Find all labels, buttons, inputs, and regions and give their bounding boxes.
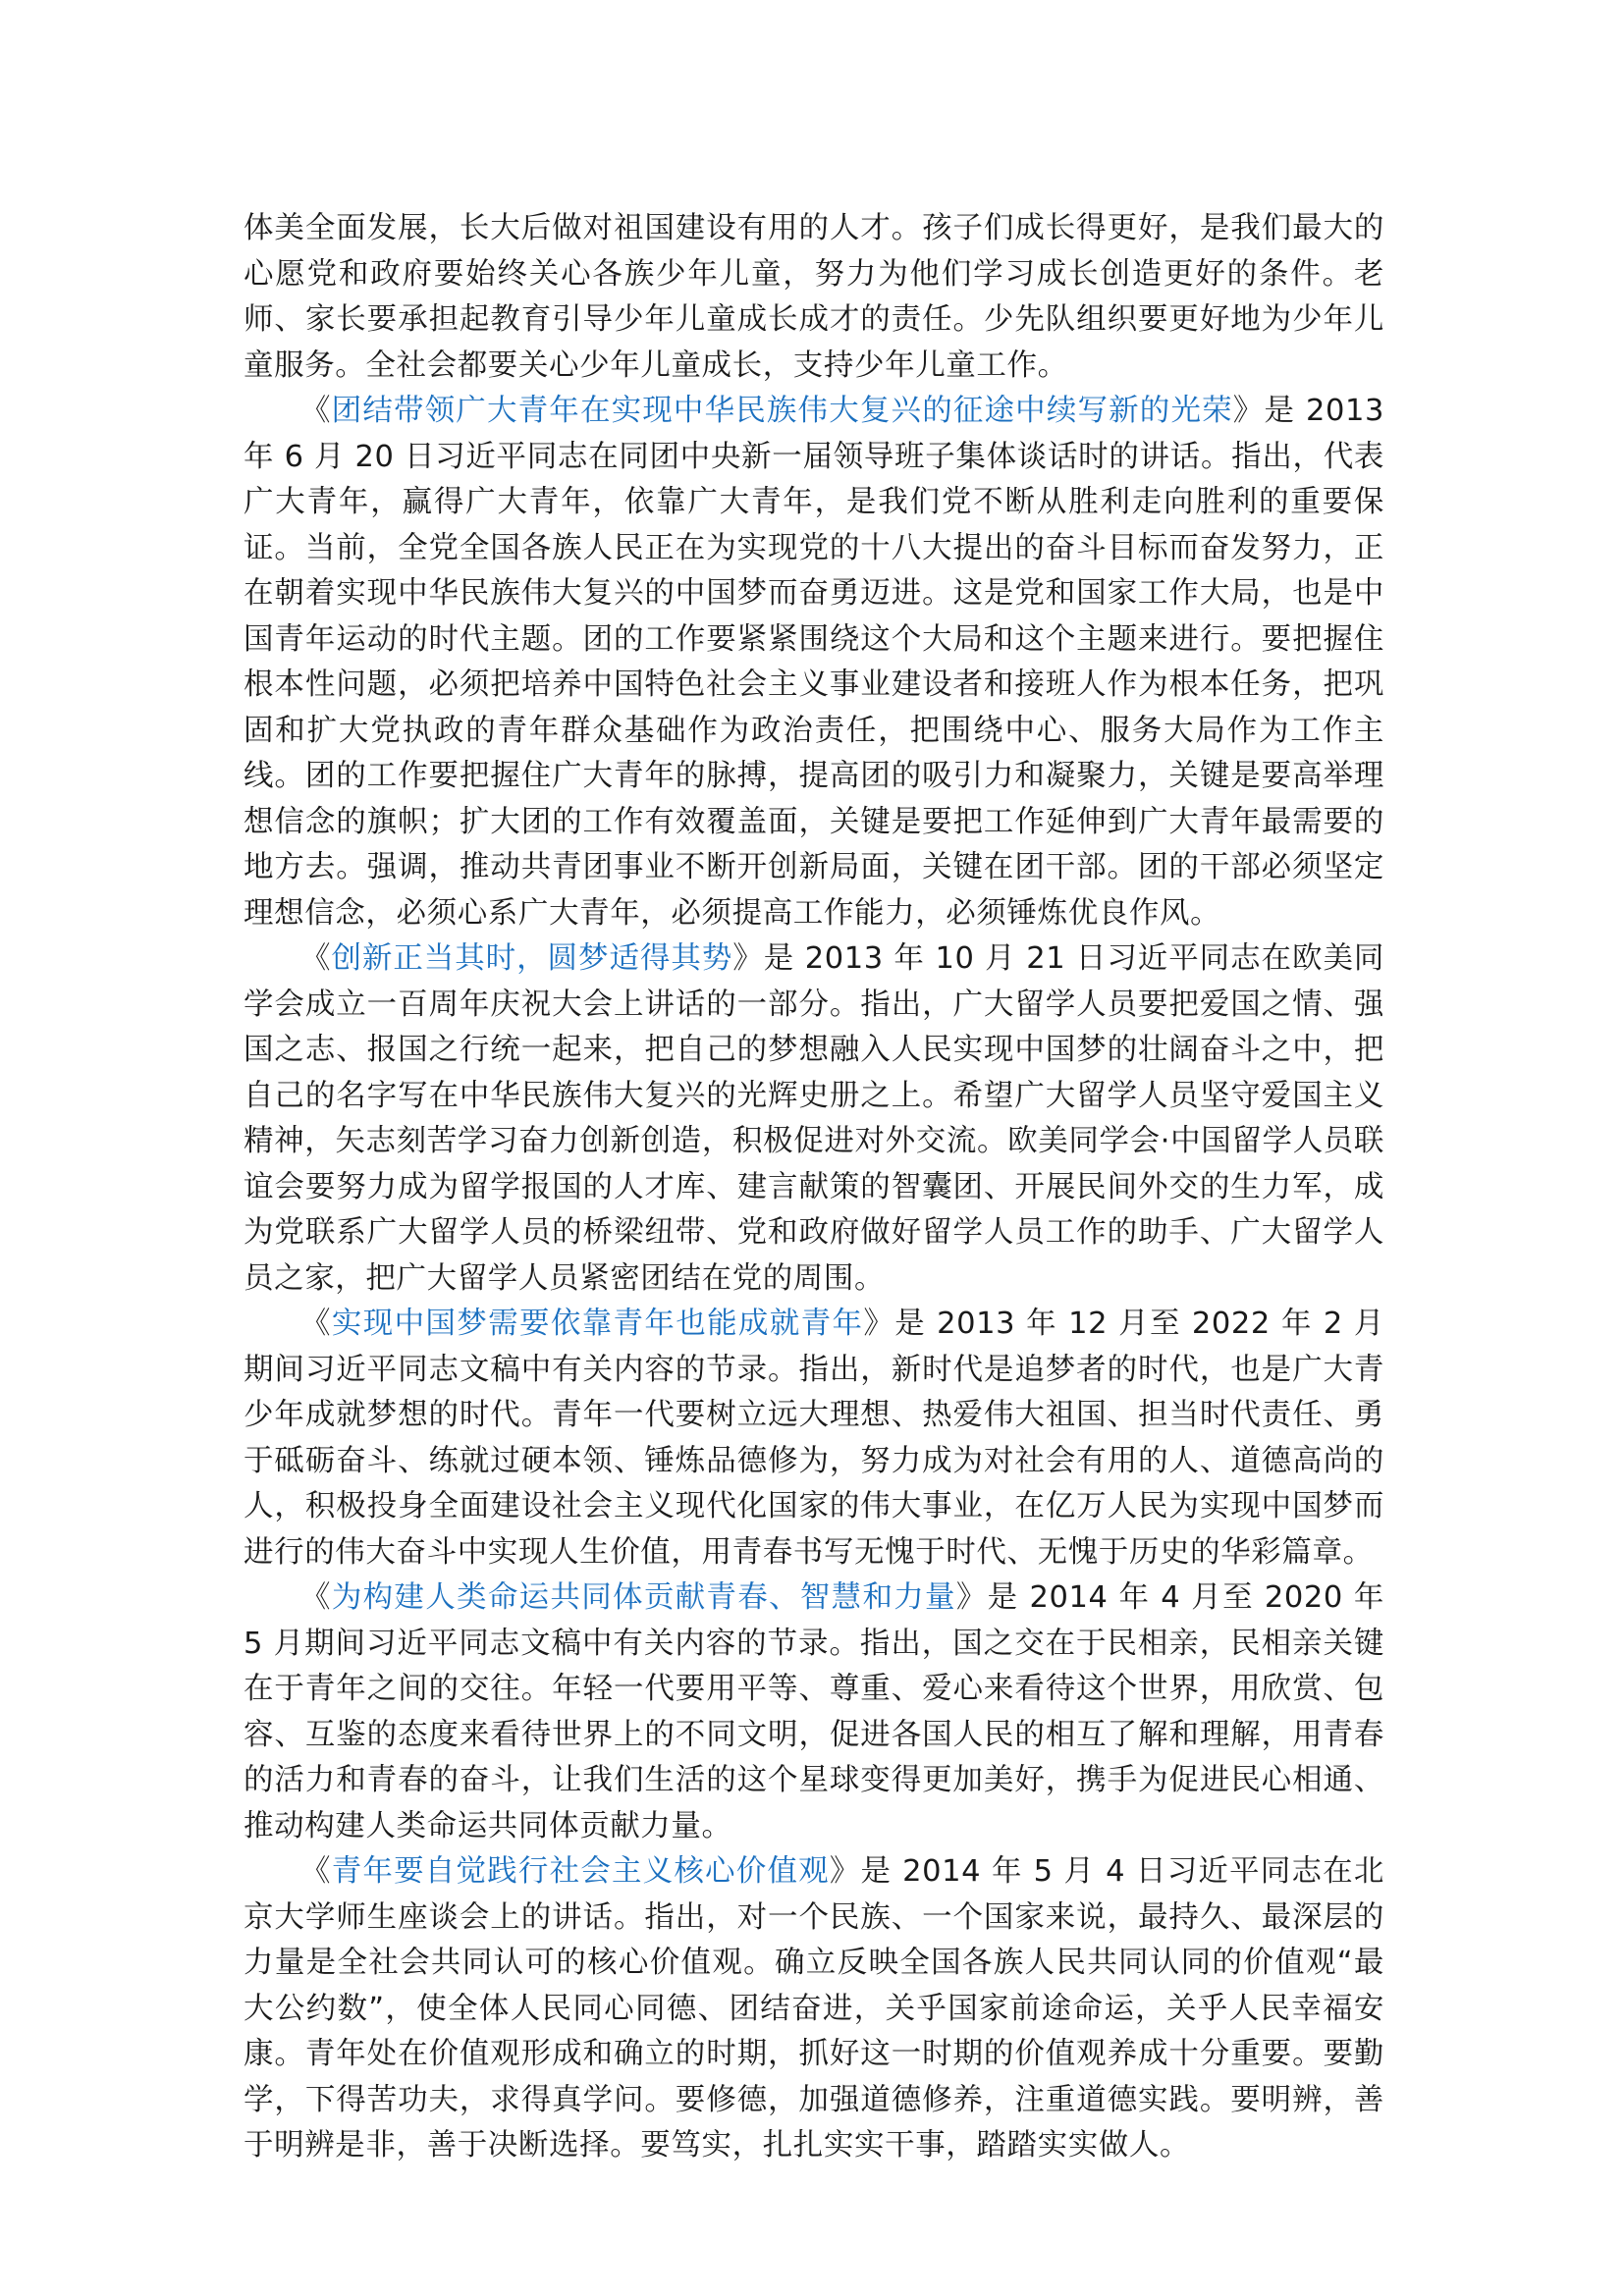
open-bracket: 《 [300, 941, 332, 976]
document-page [244, 206, 1384, 2169]
paragraph-1 [244, 206, 1384, 389]
paragraph-3-text: 是 2013 年 10 月 21 日习近平同志在欧美同学会成立一百周年庆祝大会上讲话的一部分。指出，广大留学人员要把爱国之情、强国之志、报国之行统一起来，把自己的梦想融入人民实现中国梦的壮阔奋斗之中，把自己的名字写在中华民族伟大复兴的光辉史册之上。希望广大留学人员坚守爱国主义精神，矢志刻苦学习奋力创新创造，积极促进对外交流。欧美同学会·中国留学人员联谊会要努力成为留学报国的人才库、建言献策的智囊团、开展民间外交的生力军，成为党联系广大留学人员的桥梁纽带、党和政府做好留学人员工作的助手、广大留学人员之家，把广大留学人员紧密团结在党的周围。 [244, 941, 1384, 1296]
paragraph-5-text: 是 2014 年 4 月至 2020 年 5 月期间习近平同志文稿中有关内容的节录。指出，国之交在于民相亲，民相亲关键在于青年之间的交往。年轻一代要用平等、尊重、爱心来看待这个世界，用欣赏、包容、互鉴的态度来看待世界上的不同文明，促进各国人民的相互了解和理解，用青春的活力和青春的奋斗，让我们生活的这个星球变得更加美好，携手为促进民心相通、推动构建人类命运共同体贡献力量。 [244, 1580, 1385, 1843]
open-bracket: 《 [300, 1580, 332, 1615]
paragraph-2-text: 是 2013 年 6 月 20 日习近平同志在同团中央新一届领导班子集体谈话时的讲话。指出，代表广大青年，赢得广大青年，依靠广大青年，是我们党不断从胜利走向胜利的重要保证。当前，全党全国各族人民正在为实现党的十八大提出的奋斗目标而奋发努力，正在朝着实现中华民族伟大复兴的中国梦而奋勇迈进。这是党和国家工作大局，也是中国青年运动的时代主题。团的工作要紧紧围绕这个大局和这个主题来进行。要把握住根本性问题，必须把培养中国特色社会主义事业建设者和接班人作为根本任务，把巩固和扩大党执政的青年群众基础作为政治责任，把围绕中心、服务大局作为工作主线。团的工作要把握住广大青年的脉搏，提高团的吸引力和凝聚力，关键是要高举理想信念的旗帜；扩大团的工作有效覆盖面，关键是要把工作延伸到广大青年最需要的地方去。强调，推动共青团事业不断开创新局面，关键在团干部。团的干部必须坚定理想信念，必须心系广大青年，必须提高工作能力，必须锤炼优良作风。 [244, 394, 1385, 931]
paragraph-5 [244, 1575, 1384, 1849]
close-bracket: 》 [1232, 394, 1265, 428]
article-title-link-1[interactable]: 团结带领广大青年在实现中华民族伟大复兴的征途中续写新的光荣 [331, 394, 1233, 428]
close-bracket: 》 [863, 1307, 895, 1341]
article-title-link-4[interactable]: 为构建人类命运共同体贡献青春、智慧和力量 [331, 1580, 956, 1615]
paragraph-3 [244, 936, 1384, 1302]
article-title-link-5[interactable]: 青年要自觉践行社会主义核心价值观 [331, 1854, 830, 1889]
paragraph-6-text: 是 2014 年 5 月 4 日习近平同志在北京大学师生座谈会上的讲话。指出，对一个民族、一个国家来说，最持久、最深层的力量是全社会共同认可的核心价值观。确立反映全国各族人民共同认同的价值观“最大公约数”，使全体人民同心同德、团结奋进，关乎国家前途命运，关乎人民幸福安康。青年处在价值观形成和确立的时期，抓好这一时期的价值观养成十分重要。要勤学，下得苦功夫，求得真学问。要修德，加强道德修养，注重道德实践。要明辨，善于明辨是非，善于决断选择。要笃实，扎扎实实干事，踏踏实实做人。 [244, 1854, 1384, 2163]
paragraph-2 [244, 389, 1384, 936]
paragraph-1-text: 体美全面发展，长大后做对祖国建设有用的人才。孩子们成长得更好，是我们最大的心愿党和政府要始终关心各族少年儿童，努力为他们学习成长创造更好的条件。老师、家长要承担起教育引导少年儿童成长成才的责任。少先队组织要更好地为少年儿童服务。全社会都要关心少年儿童成长，支持少年儿童工作。 [244, 211, 1384, 383]
article-title-link-2[interactable]: 创新正当其时，圆梦适得其势 [331, 941, 733, 976]
paragraph-4-text: 是 2013 年 12 月至 2022 年 2 月期间习近平同志文稿中有关内容的节录。指出，新时代是追梦者的时代，也是广大青少年成就梦想的时代。青年一代要树立远大理想、热爱伟大祖国、担当时代责任、勇于砥砺奋斗、练就过硬本领、锤炼品德修为，努力成为对社会有用的人、道德高尚的人，积极投身全面建设社会主义现代化国家的伟大事业，在亿万人民为实现中国梦而进行的伟大奋斗中实现人生价值，用青春书写无愧于时代、无愧于历史的华彩篇章。 [244, 1307, 1384, 1570]
open-bracket: 《 [300, 394, 332, 428]
paragraph-6 [244, 1849, 1384, 2169]
close-bracket: 》 [732, 941, 764, 976]
close-bracket: 》 [955, 1580, 988, 1615]
paragraph-4 [244, 1302, 1384, 1575]
open-bracket: 《 [300, 1307, 332, 1341]
article-title-link-3[interactable]: 实现中国梦需要依靠青年也能成就青年 [331, 1307, 864, 1341]
open-bracket: 《 [300, 1854, 332, 1889]
close-bracket: 》 [829, 1854, 861, 1889]
